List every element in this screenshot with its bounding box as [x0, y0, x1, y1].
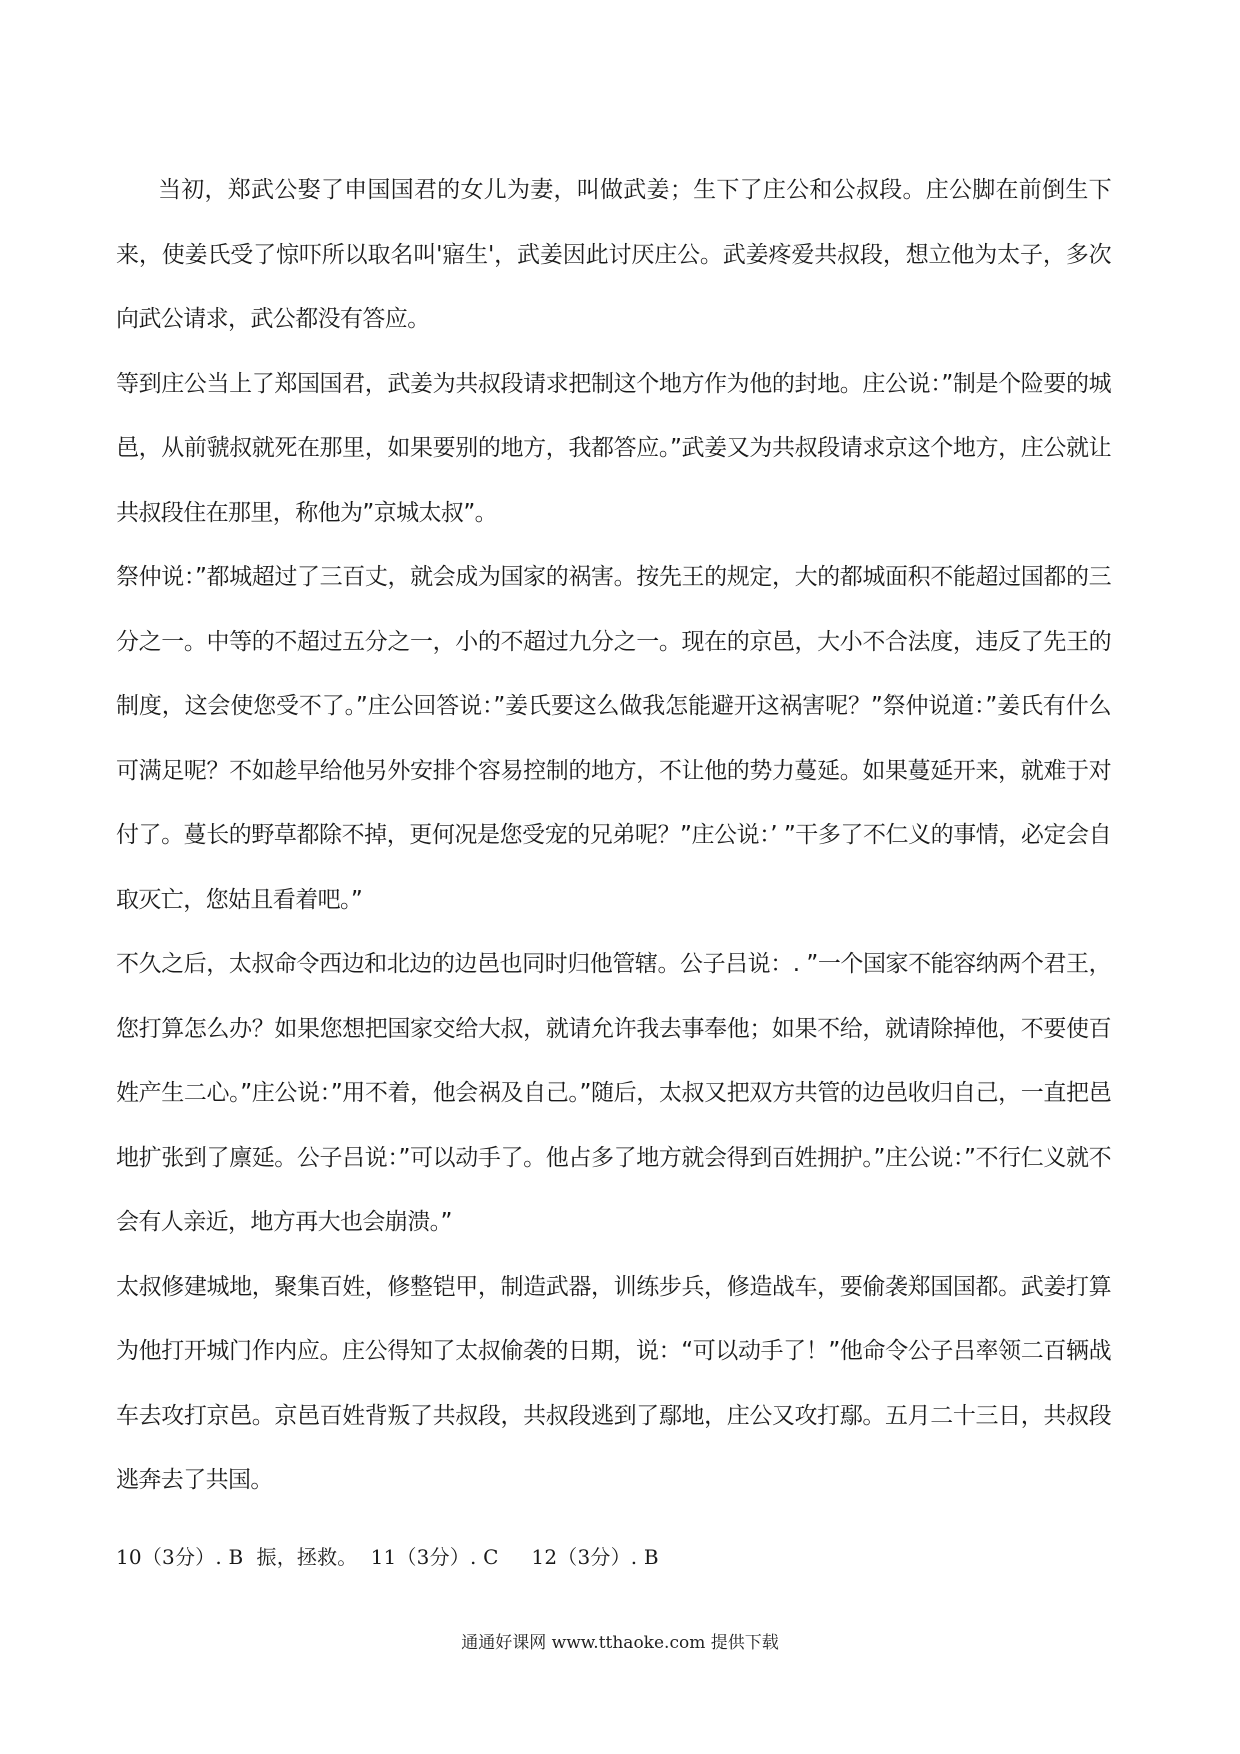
paragraph-1: 当初，郑武公娶了申国国君的女儿为妻，叫做武姜；生下了庄公和公叔段。庄公脚在前倒生下来，使姜氏受了惊吓所以取名叫'寤生'，武姜因此讨厌庄公。武姜疼爱共叔段，想立他为太子，多次向武公请求，武公都没有答应。 [116, 177, 1111, 332]
page-footer: 通通好课网 www.tthaoke.com 提供下载 [461, 1633, 779, 1653]
paragraph-3: 祭仲说：”都城超过了三百丈，就会成为国家的祸害。按先王的规定，大的都城面积不能超过国都的三分之一。中等的不超过五分之一，小的不超过九分之一。现在的京邑，大小不合法度，违反了先王的制度，这会使您受不了。”庄公回答说：”姜氏要这么做我怎能避开这祸害呢？”祭仲说道：”姜氏有什么可满足呢？不如趁早给他另外安排个容易控制的地方，不让他的势力蔓延。如果蔓延开来，就难于对付了。蔓长的野草都除不掉，更何况是您受宠的兄弟呢？”庄公说：’ ”干多了不仁义的事情，必定会自取灭亡，您姑且看着吧。” [116, 564, 1111, 913]
paragraph-2: 等到庄公当上了郑国国君，武姜为共叔段请求把制这个地方作为他的封地。庄公说：”制是个险要的城邑，从前虢叔就死在那里，如果要别的地方，我都答应。”武姜又为共叔段请求京这个地方，庄公就让共叔段住在那里，称他为”京城太叔”。 [116, 370, 1111, 526]
translation-body [116, 158, 1111, 1513]
paragraph-4: 不久之后，太叔命令西边和北边的边邑也同时归他管辖。公子吕说：. ”一个国家不能容纳两个君王，您打算怎么办？如果您想把国家交给大叔，就请允许我去事奉他；如果不给，就请除掉他，不要使百姓产生二心。”庄公说：”用不着，他会祸及自己。”随后，太叔又把双方共管的边邑收归自己，一直把邑地扩张到了廪延。公子吕说：”可以动手了。他占多了地方就会得到百姓拥护。”庄公说：”不行仁义就不会有人亲近，地方再大也会崩溃。” [116, 951, 1111, 1235]
answer-key-line: 10（3分）. B 振，拯救。 11（3分）. C 12（3分）. B [116, 1545, 659, 1569]
paragraph-5: 太叔修建城地，聚集百姓，修整铠甲，制造武器，训练步兵，修造战车，要偷袭郑国国都。武姜打算为他打开城门作内应。庄公得知了太叔偷袭的日期，说：“可以动手了！”他命令公子吕率领二百辆战车去攻打京邑。京邑百姓背叛了共叔段，共叔段逃到了鄢地，庄公又攻打鄢。五月二十三日，共叔段逃奔去了共国。 [116, 1273, 1111, 1493]
